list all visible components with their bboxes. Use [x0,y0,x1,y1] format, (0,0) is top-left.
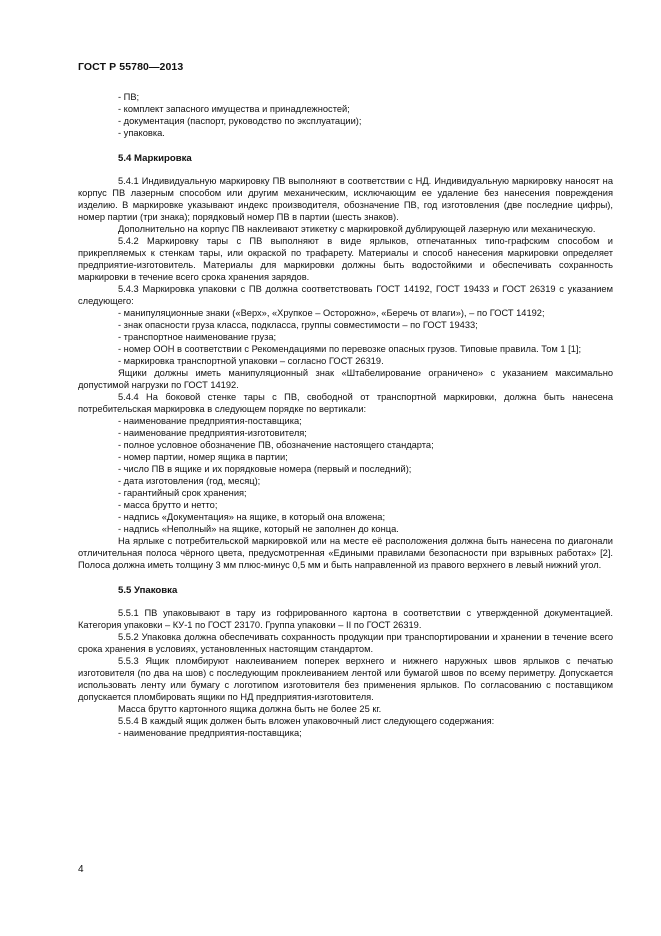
section-heading-5-5: 5.5 Упаковка [118,585,178,596]
list-item: - число ПВ в ящике и их порядковые номера (первый и последний); [118,464,412,474]
paragraph: Ящики должны иметь манипуляционный знак «Штабелирование ограничено» с указанием максимально допустимой нагрузки по ГОСТ 14192. [78,368,613,390]
list-item: - надпись «Неполный» на ящике, который не заполнен до конца. [118,524,399,534]
list-5-4-4 [78,415,613,535]
paragraph-5-5-4: 5.5.4 В каждый ящик должен быть вложен упаковочный лист следующего содержания: [118,716,495,726]
list-item: - знак опасности груза класса, подкласса, группы совместимости – по ГОСТ 19433; [118,320,478,330]
list-5-4-3 [78,307,613,367]
paragraph: На ярлыке с потребительской маркировкой или на месте её расположения должна быть нанесена по диагонали отличительная полоса чёрного цвета, предусмотренная «Едиными правилами безопасности при взрывных работах» [2]. Полоса должна иметь толщину 3 мм плюс-минус 0,5 мм и быть направленной из правого верхнего в левый нижний угол. [78,536,613,570]
section-heading-5-4: 5.4 Маркировка [118,153,192,164]
list-item: - комплект запасного имущества и принадлежностей; [118,104,350,114]
paragraph-5-4-1: 5.4.1 Индивидуальную маркировку ПВ выполняют в соответствии с НД. Индивидуальную маркировку наносят на корпус ПВ лазерным способом или другим механическим, исключающим ее удаление без нанесения повреждения изделию. В маркировке указывают индекс производителя, обозначение ПВ, год изготовления (две последние цифры), номер партии (три знака); порядковый номер ПВ в партии (шесть знаков). [78,176,613,222]
list-item: - транспортное наименование груза; [118,332,277,342]
list-item: - полное условное обозначение ПВ, обозначение настоящего стандарта; [118,440,434,450]
paragraph: Дополнительно на корпус ПВ наклеивают этикетку с маркировкой дублирующей лазерную или механическую. [118,224,596,234]
paragraph-5-5-2: 5.5.2 Упаковка должна обеспечивать сохранность продукции при транспортировании и хранении в течение всего срока хранения в условиях, установленных настоящим стандартом. [78,632,613,654]
list-item: - надпись «Документация» на ящике, в который она вложена; [118,512,386,522]
document-code: ГОСТ Р 55780—2013 [78,61,184,73]
intro-list [78,91,613,139]
paragraph-5-5-3: 5.5.3 Ящик пломбируют наклеиванием поперек верхнего и нижнего наружных швов ярлыков с печатью изготовителя (по два на шов) с последующим проклеиванием лентой или бумагой швов по всему периметру. Допускается использовать ленту или бумагу с логотипом изготовителя без применения ярлыков. По согласованию с поставщиком допускается пломбировать ящики по НД предприятия-изготовителя. [78,656,613,702]
list-item: - дата изготовления (год, месяц); [118,476,261,486]
list-item: - гарантийный срок хранения; [118,488,247,498]
list-item: - номер ООН в соответствии с Рекомендациями по перевозке опасных грузов. Типовые правила. Том 1 [1]; [118,344,582,354]
paragraph-5-4-3: 5.4.3 Маркировка упаковки с ПВ должна соответствовать ГОСТ 14192, ГОСТ 19433 и ГОСТ 26319 с указанием следующего: [78,284,613,306]
document-body [78,91,613,739]
list-item: - масса брутто и нетто; [118,500,218,510]
list-item: - ПВ; [118,92,140,102]
list-item: - документация (паспорт, руководство по эксплуатации); [118,116,362,126]
paragraph-5-5-1: 5.5.1 ПВ упаковывают в тару из гофрированного картона в соответствии с утвержденной документацией. Категория упаковки – КУ-1 по ГОСТ 23170. Группа упаковки – II по ГОСТ 26319. [78,608,613,630]
page-number: 4 [78,864,84,875]
list-5-5-4 [78,727,613,739]
list-item: - упаковка. [118,128,165,138]
paragraph-5-4-2: 5.4.2 Маркировку тары с ПВ выполняют в виде ярлыков, отпечатанных типо-графским способом и прикрепляемых к стенкам тары, или окраской по трафарету. Материалы и способ нанесения маркировки определяет предприятие-изготовитель. Материалы для маркировки должны быть водостойкими и обеспечивать сохранность маркировки в течение всего срока хранения зарядов. [78,236,613,282]
list-item: - наименование предприятия-изготовителя; [118,428,307,438]
list-item: - наименование предприятия-поставщика; [118,416,302,426]
paragraph-5-4-4: 5.4.4 На боковой стенке тары с ПВ, свободной от транспортной маркировки, должна быть нанесена потребительская маркировка в следующем порядке по вертикали: [78,392,613,414]
list-item: - маркировка транспортной упаковки – согласно ГОСТ 26319. [118,356,384,366]
list-item: - манипуляционные знаки («Верх», «Хрупкое – Осторожно», «Беречь от влаги»), – по ГОСТ 14192; [118,308,545,318]
paragraph: Масса брутто картонного ящика должна быть не более 25 кг. [118,704,382,714]
list-item: - номер партии, номер ящика в партии; [118,452,288,462]
list-item: - наименование предприятия-поставщика; [118,728,302,738]
